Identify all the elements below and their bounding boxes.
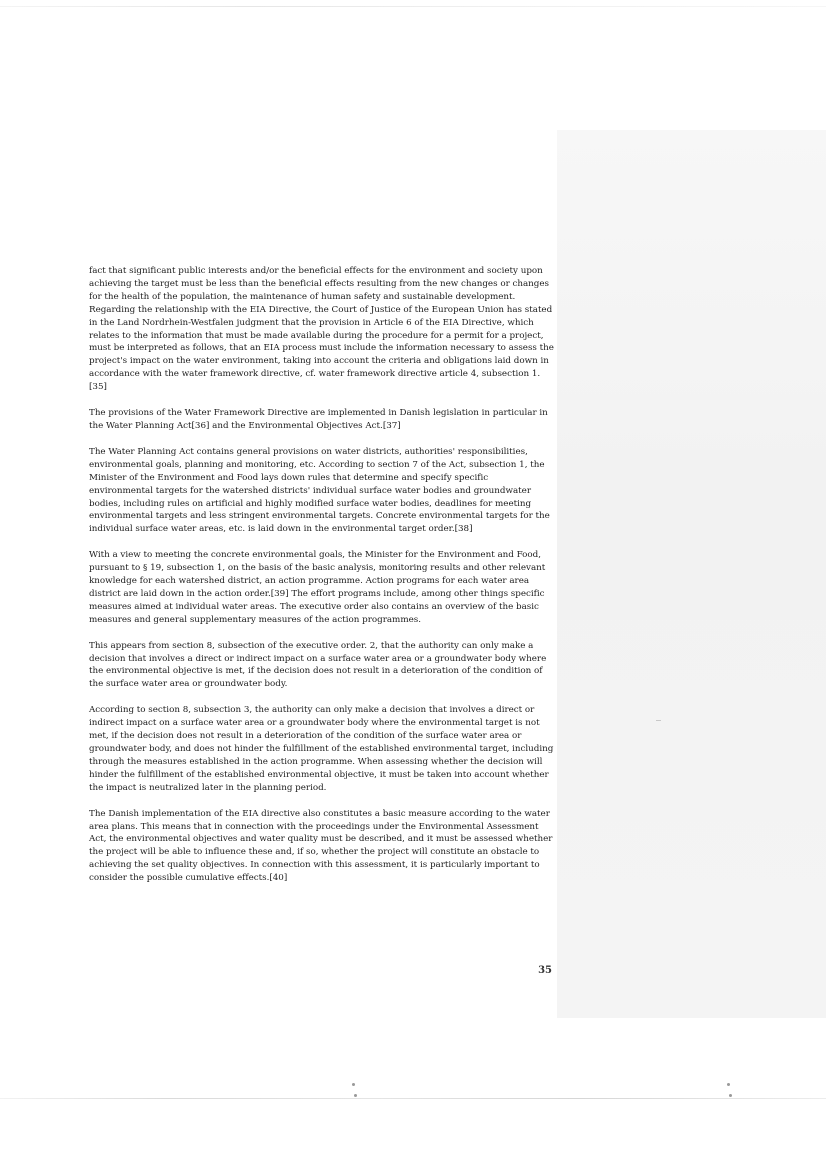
body-paragraph: The Danish implementation of the EIA directive also constitutes a basic measure according to the water area plans. This means that in connection with the proceedings under the Environmental Assessment Act, the environmental objectives and water quality must be described, and it must be assessed whether the project will be able to influence these and, if so, whether the project will constitute an obstacle to achieving the set quality objectives. In connection with this assessment, it is particularly important to consider the possible cumulative effects.[40] bbox=[89, 808, 553, 884]
scan-mark bbox=[354, 1094, 357, 1097]
scan-mark bbox=[729, 1094, 732, 1097]
body-paragraph: The Water Planning Act contains general provisions on water districts, authorities' responsibilities, environmental goals, planning and monitoring, etc. According to section 7 of the Act, subsection 1, the Minister of the Environment and Food lays down rules that determine and specify specific environmental targets for the watershed districts' individual surface water bodies and groundwater bodies, including rules on artificial and highly modified surface water bodies, deadlines for meeting environmental targets and less stringent environmental targets. Concrete environmental targets for the individual surface water areas, etc. is laid down in the environmental target order.[38] bbox=[89, 446, 550, 535]
scan-artifact-dash bbox=[656, 720, 661, 721]
body-paragraph: According to section 8, subsection 3, the authority can only make a decision that involves a direct or indirect impact on a surface water area or a groundwater body where the environmental target is not met, if the decision does not result in a deterioration of the condition of the surface water area or groundwater body, and does not hinder the fulfillment of the established environmental target, including through the measures established in the action programme. When assessing whether the decision will hinder the fulfillment of the established environmental objective, it must be taken into account whether the impact is neutralized later in the planning period. bbox=[89, 705, 554, 793]
scan-edge-bottom bbox=[0, 1098, 826, 1099]
document-body bbox=[89, 265, 554, 898]
scan-edge-top bbox=[0, 6, 826, 7]
body-paragraph: The provisions of the Water Framework Directive are implemented in Danish legislation in particular in the Water Planning Act[36] and the Environmental Objectives Act.[37] bbox=[89, 408, 548, 431]
scan-mark bbox=[352, 1083, 355, 1086]
body-paragraph: This appears from section 8, subsection of the executive order. 2, that the authority can only make a decision that involves a direct or indirect impact on a surface water area or a groundwater body where the environmental objective is met, if the decision does not result in a deterioration of the condition of the surface water area or groundwater body. bbox=[89, 640, 547, 690]
page-number: 35 bbox=[538, 965, 552, 976]
scanned-shadow-panel bbox=[557, 130, 826, 1018]
body-paragraph: fact that significant public interests and/or the beneficial effects for the environment and society upon achieving the target must be less than the beneficial effects resulting from the new changes or changes for the health of the population, the maintenance of human safety and sustainable development. Regarding the relationship with the EIA Directive, the Court of Justice of the European Union has stated in the Land Nordrhein-Westfalen judgment that the provision in Article 6 of the EIA Directive, which relates to the information that must be made available during the procedure for a permit for a project, must be interpreted as follows, that an EIA process must include the information necessary to assess the project's impact on the water environment, taking into account the criteria and obligations laid down in accordance with the water framework directive, cf. water framework directive article 4, subsection 1.[35] bbox=[89, 266, 554, 393]
body-paragraph: With a view to meeting the concrete environmental goals, the Minister for the Environment and Food, pursuant to § 19, subsection 1, on the basis of the basic analysis, monitoring results and other relevant knowledge for each watershed district, an action programme. Action programs for each water area district are laid down in the action order.[39] The effort programs include, among other things specific measures aimed at individual water areas. The executive order also contains an overview of the basic measures and general supplementary measures of the action programmes. bbox=[89, 550, 546, 625]
scan-mark bbox=[727, 1083, 730, 1086]
